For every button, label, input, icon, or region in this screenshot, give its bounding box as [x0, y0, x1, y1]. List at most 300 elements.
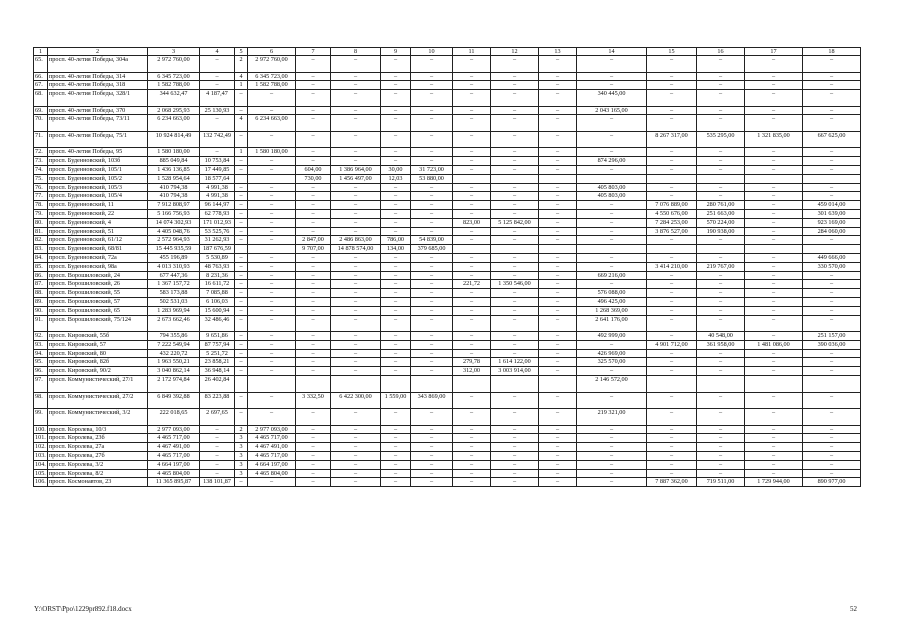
address-cell: просп. Буденновский, 103б — [48, 157, 148, 166]
value-cell: – — [803, 289, 861, 298]
value-cell: – — [647, 332, 697, 341]
value-cell: 1 321 835,00 — [745, 131, 803, 148]
value-cell: – — [697, 297, 745, 306]
value-cell: 3 414 210,00 — [647, 262, 697, 271]
table-row — [34, 236, 861, 245]
value-cell: – — [411, 72, 453, 81]
value-cell: – — [296, 81, 331, 90]
value-cell: – — [411, 157, 453, 166]
value-cell: 1 481 086,00 — [745, 340, 803, 349]
value-cell: – — [697, 106, 745, 115]
value-cell: – — [697, 271, 745, 280]
value-cell: – — [235, 192, 248, 201]
value-cell: – — [491, 106, 539, 115]
value-cell: – — [200, 56, 235, 73]
value-cell: 53 880,00 — [411, 174, 453, 183]
value-cell: – — [331, 253, 381, 262]
value-cell: – — [331, 409, 381, 426]
value-cell: – — [647, 443, 697, 452]
value-cell: – — [803, 115, 861, 132]
value-cell: – — [491, 451, 539, 460]
value-cell: – — [235, 478, 248, 487]
value-cell: – — [453, 209, 491, 218]
value-cell: 96 144,97 — [200, 201, 235, 210]
value-cell: – — [539, 349, 577, 358]
value-cell: – — [248, 280, 296, 289]
value-cell: – — [491, 332, 539, 341]
value-cell: 26 402,84 — [200, 376, 235, 393]
value-cell — [803, 245, 861, 254]
value-cell: – — [453, 192, 491, 201]
value-cell: – — [248, 131, 296, 148]
value-cell: 3 — [235, 434, 248, 443]
value-cell: – — [235, 131, 248, 148]
address-cell: просп. Буденновский, 51 — [48, 227, 148, 236]
address-cell: просп. 40-летия Победы, 304а — [48, 56, 148, 73]
value-cell: 405 803,00 — [577, 183, 647, 192]
row-number-cell: 102. — [35, 443, 46, 451]
value-cell: – — [745, 115, 803, 132]
value-cell: – — [235, 165, 248, 174]
row-number-cell: 71. — [34, 131, 48, 148]
value-cell: – — [647, 192, 697, 201]
value-cell: 1 729 944,00 — [745, 478, 803, 487]
value-cell — [803, 376, 861, 393]
value-cell: – — [296, 192, 331, 201]
table-row — [34, 297, 861, 306]
value-cell: – — [647, 115, 697, 132]
table-row — [34, 148, 861, 157]
value-cell: – — [697, 280, 745, 289]
value-cell: – — [381, 425, 411, 434]
value-cell: – — [381, 72, 411, 81]
value-cell: – — [248, 253, 296, 262]
value-cell: – — [411, 148, 453, 157]
value-cell: – — [200, 451, 235, 460]
value-cell: 2 977 093,00 — [248, 425, 296, 434]
value-cell: – — [577, 72, 647, 81]
address-cell: просп. Ворошиловский, 57 — [48, 297, 148, 306]
value-cell: – — [453, 115, 491, 132]
value-cell: – — [491, 460, 539, 469]
value-cell: – — [577, 201, 647, 210]
value-cell: – — [248, 165, 296, 174]
value-cell: – — [539, 315, 577, 332]
row-number-cell: 106. — [35, 478, 46, 486]
value-cell: – — [647, 253, 697, 262]
row-number-cell: 68. — [34, 90, 48, 107]
value-cell: – — [296, 106, 331, 115]
value-cell: – — [539, 81, 577, 90]
value-cell: – — [453, 289, 491, 298]
value-cell: – — [235, 297, 248, 306]
value-cell: – — [647, 157, 697, 166]
value-cell: 885 049,84 — [148, 157, 200, 166]
value-cell: – — [331, 340, 381, 349]
value-cell: – — [539, 289, 577, 298]
address-cell: просп. Кировский, 82б — [48, 358, 148, 367]
value-cell: – — [539, 306, 577, 315]
value-cell: – — [491, 157, 539, 166]
table-row — [34, 306, 861, 315]
value-cell: 3 — [235, 443, 248, 452]
value-cell: – — [745, 289, 803, 298]
value-cell: – — [697, 148, 745, 157]
value-cell: – — [803, 81, 861, 90]
address-cell: просп. Космонавтов, 23 — [48, 478, 148, 487]
value-cell: 344 632,47 — [148, 90, 200, 107]
value-cell: – — [296, 332, 331, 341]
value-cell: – — [539, 165, 577, 174]
value-cell: – — [453, 349, 491, 358]
value-cell: – — [381, 460, 411, 469]
value-cell: 2 972 760,00 — [148, 56, 200, 73]
address-cell: просп. 40-летия Победы, 95 — [48, 148, 148, 157]
value-cell: – — [248, 90, 296, 107]
address-cell: просп. Буденновский, 68/81 — [48, 245, 148, 254]
value-cell: – — [745, 218, 803, 227]
value-cell: – — [577, 253, 647, 262]
value-cell: – — [803, 409, 861, 426]
value-cell: – — [745, 157, 803, 166]
value-cell — [296, 376, 331, 393]
value-cell: – — [453, 434, 491, 443]
value-cell: 5 251,72 — [200, 349, 235, 358]
value-cell: – — [803, 192, 861, 201]
column-header: 8 — [331, 48, 381, 56]
value-cell: – — [577, 478, 647, 487]
value-cell: – — [331, 451, 381, 460]
table-row — [34, 443, 861, 452]
table-header-row — [34, 48, 861, 56]
value-cell — [411, 376, 453, 393]
column-header: 15 — [647, 48, 697, 56]
value-cell: – — [381, 115, 411, 132]
value-cell: 3 876 527,00 — [647, 227, 697, 236]
value-cell: – — [697, 157, 745, 166]
value-cell: – — [331, 289, 381, 298]
value-cell: – — [331, 443, 381, 452]
value-cell: – — [745, 192, 803, 201]
value-cell: – — [453, 469, 491, 478]
value-cell: – — [577, 434, 647, 443]
value-cell: – — [331, 192, 381, 201]
value-cell: 10 924 814,49 — [148, 131, 200, 148]
value-cell: – — [745, 262, 803, 271]
value-cell: 190 938,00 — [697, 227, 745, 236]
value-cell: – — [248, 218, 296, 227]
value-cell: – — [381, 56, 411, 73]
value-cell: – — [200, 81, 235, 90]
value-cell: – — [296, 115, 331, 132]
value-cell: – — [745, 451, 803, 460]
value-cell: – — [296, 157, 331, 166]
value-cell: 25 130,93 — [200, 106, 235, 115]
value-cell: 583 173,88 — [148, 289, 200, 298]
value-cell: 449 666,00 — [803, 253, 861, 262]
value-cell: 823,00 — [453, 218, 491, 227]
value-cell: – — [453, 106, 491, 115]
row-number-cell: 65. — [34, 56, 48, 73]
value-cell: – — [803, 392, 861, 409]
table-row — [34, 425, 861, 434]
value-cell: – — [331, 201, 381, 210]
value-cell: – — [381, 201, 411, 210]
value-cell: – — [411, 106, 453, 115]
value-cell: 2 673 662,46 — [148, 315, 200, 332]
value-cell: 4 013 310,93 — [148, 262, 200, 271]
value-cell: – — [647, 236, 697, 245]
value-cell: – — [296, 227, 331, 236]
value-cell: – — [235, 280, 248, 289]
value-cell: – — [539, 90, 577, 107]
value-cell: – — [331, 306, 381, 315]
value-cell: – — [745, 236, 803, 245]
value-cell — [577, 245, 647, 254]
value-cell: – — [697, 289, 745, 298]
value-cell: 6 106,03 — [200, 297, 235, 306]
value-cell: – — [539, 392, 577, 409]
value-cell: – — [745, 315, 803, 332]
value-cell: – — [381, 280, 411, 289]
value-cell: 4 664 197,00 — [148, 460, 200, 469]
value-cell: – — [491, 115, 539, 132]
value-cell: 14 074 302,93 — [148, 218, 200, 227]
row-number-cell: 73. — [34, 157, 48, 166]
value-cell: 1 614 122,00 — [491, 358, 539, 367]
value-cell: – — [577, 340, 647, 349]
value-cell: – — [296, 451, 331, 460]
value-cell: 6 345 723,00 — [148, 72, 200, 81]
address-cell: просп. Коммунистический, 27/2 — [48, 392, 148, 409]
value-cell: – — [803, 306, 861, 315]
value-cell: – — [697, 443, 745, 452]
value-cell: – — [411, 218, 453, 227]
value-cell — [647, 376, 697, 393]
table-row — [34, 289, 861, 298]
value-cell: 390 036,00 — [803, 340, 861, 349]
row-number-cell: 94. — [34, 349, 48, 358]
value-cell: – — [381, 367, 411, 376]
table-row — [34, 451, 861, 460]
value-cell: – — [803, 451, 861, 460]
value-cell: – — [296, 434, 331, 443]
value-cell: – — [453, 443, 491, 452]
value-cell: – — [697, 451, 745, 460]
table-row — [34, 469, 861, 478]
value-cell: – — [491, 131, 539, 148]
value-cell: – — [647, 289, 697, 298]
table-row — [34, 253, 861, 262]
value-cell: – — [235, 262, 248, 271]
value-cell: 719 511,00 — [697, 478, 745, 487]
table-row — [34, 358, 861, 367]
value-cell — [647, 174, 697, 183]
value-cell: – — [745, 409, 803, 426]
value-cell: – — [539, 201, 577, 210]
value-cell: – — [331, 183, 381, 192]
value-cell: – — [411, 358, 453, 367]
value-cell: – — [647, 271, 697, 280]
value-cell: – — [491, 201, 539, 210]
value-cell: – — [647, 392, 697, 409]
value-cell — [647, 245, 697, 254]
footer-file-path: Y:\ORST\Ppo\1229pr892.f18.docx — [34, 605, 132, 613]
row-number-cell: 88. — [34, 289, 48, 298]
column-header: 18 — [803, 48, 861, 56]
value-cell: – — [539, 253, 577, 262]
value-cell: – — [296, 218, 331, 227]
value-cell: 187 676,59 — [200, 245, 235, 254]
value-cell: – — [381, 183, 411, 192]
value-cell: – — [803, 165, 861, 174]
row-number-cell: 66. — [34, 72, 48, 81]
row-number-cell: 95. — [34, 358, 48, 367]
value-cell: 2 486 863,00 — [331, 236, 381, 245]
value-cell: – — [491, 340, 539, 349]
address-cell: просп. 40-летия Победы, 73/11 — [48, 115, 148, 132]
value-cell: 3 — [235, 469, 248, 478]
address-cell: просп. Буденновский, 4 — [48, 218, 148, 227]
value-cell: – — [697, 315, 745, 332]
value-cell: – — [296, 289, 331, 298]
value-cell: – — [697, 434, 745, 443]
value-cell: – — [491, 56, 539, 73]
table-row — [34, 376, 861, 393]
table-row — [34, 115, 861, 132]
value-cell: – — [491, 271, 539, 280]
value-cell: 7 076 889,00 — [647, 201, 697, 210]
row-number-cell: 97. — [34, 376, 48, 393]
value-cell — [235, 376, 248, 393]
value-cell: 83 223,88 — [200, 392, 235, 409]
value-cell: – — [235, 218, 248, 227]
value-cell: – — [697, 392, 745, 409]
value-cell: 31 723,00 — [411, 165, 453, 174]
value-cell: – — [200, 469, 235, 478]
value-cell: – — [331, 349, 381, 358]
value-cell: – — [453, 271, 491, 280]
table-row — [34, 367, 861, 376]
table-row — [34, 478, 861, 487]
value-cell: 3 — [235, 460, 248, 469]
row-number-cell: 79. — [34, 209, 48, 218]
value-cell: 330 570,00 — [803, 262, 861, 271]
value-cell: – — [453, 72, 491, 81]
address-cell: просп. Коммунистический, 27/1 — [48, 376, 148, 393]
value-cell: – — [647, 460, 697, 469]
value-cell: 1 367 157,72 — [148, 280, 200, 289]
value-cell: – — [745, 349, 803, 358]
value-cell: – — [453, 56, 491, 73]
value-cell: – — [647, 469, 697, 478]
value-cell: – — [577, 262, 647, 271]
value-cell: – — [248, 209, 296, 218]
value-cell: – — [453, 460, 491, 469]
column-header: 4 — [200, 48, 235, 56]
value-cell: 5 125 842,00 — [491, 218, 539, 227]
value-cell: – — [745, 469, 803, 478]
value-cell: – — [647, 148, 697, 157]
value-cell: – — [331, 367, 381, 376]
value-cell: – — [647, 165, 697, 174]
table-row — [34, 201, 861, 210]
value-cell: – — [381, 289, 411, 298]
value-cell: – — [235, 332, 248, 341]
table-row — [34, 409, 861, 426]
value-cell: 1 582 788,00 — [148, 81, 200, 90]
value-cell: – — [697, 192, 745, 201]
table-row — [34, 280, 861, 289]
value-cell: – — [248, 409, 296, 426]
value-cell: – — [539, 183, 577, 192]
value-cell: – — [381, 358, 411, 367]
value-cell: – — [411, 469, 453, 478]
value-cell: 604,00 — [296, 165, 331, 174]
value-cell: – — [577, 131, 647, 148]
value-cell: 4 991,38 — [200, 192, 235, 201]
value-cell: – — [745, 306, 803, 315]
value-cell: – — [647, 409, 697, 426]
value-cell: – — [745, 425, 803, 434]
value-cell: – — [381, 131, 411, 148]
value-cell: 4 467 491,00 — [148, 443, 200, 452]
value-cell: 251 663,00 — [697, 209, 745, 218]
value-cell — [453, 245, 491, 254]
value-cell: – — [296, 367, 331, 376]
column-header: 12 — [491, 48, 539, 56]
row-number-cell: 85. — [34, 262, 48, 271]
row-number-cell: 99. — [34, 409, 48, 426]
value-cell: – — [745, 367, 803, 376]
value-cell: – — [491, 349, 539, 358]
value-cell: – — [539, 280, 577, 289]
value-cell: 4 550 676,00 — [647, 209, 697, 218]
value-cell: 312,00 — [453, 367, 491, 376]
address-cell: просп. Буденновский, 22 — [48, 209, 148, 218]
value-cell: – — [296, 253, 331, 262]
value-cell: – — [491, 253, 539, 262]
row-number-cell: 77. — [34, 192, 48, 201]
value-cell: – — [577, 81, 647, 90]
value-cell: 1 580 180,00 — [248, 148, 296, 157]
value-cell: – — [697, 358, 745, 367]
value-cell: – — [539, 192, 577, 201]
row-number-cell: 87. — [34, 280, 48, 289]
table-row — [34, 245, 861, 254]
value-cell: 2 — [235, 56, 248, 73]
value-cell: – — [491, 392, 539, 409]
value-cell: – — [577, 443, 647, 452]
value-cell: 5 530,89 — [200, 253, 235, 262]
value-cell: 2 043 165,00 — [577, 106, 647, 115]
value-cell: – — [491, 183, 539, 192]
value-cell: – — [453, 183, 491, 192]
row-number-cell: 72. — [34, 148, 48, 157]
table-row — [34, 434, 861, 443]
value-cell: – — [381, 443, 411, 452]
value-cell: – — [647, 183, 697, 192]
value-cell: – — [296, 56, 331, 73]
value-cell: 1 528 954,64 — [148, 174, 200, 183]
column-header: 10 — [411, 48, 453, 56]
value-cell: – — [539, 115, 577, 132]
value-cell: 3 040 862,14 — [148, 367, 200, 376]
value-cell: – — [296, 409, 331, 426]
value-cell: 279,78 — [453, 358, 491, 367]
value-cell: 10 753,84 — [200, 157, 235, 166]
value-cell: – — [411, 253, 453, 262]
